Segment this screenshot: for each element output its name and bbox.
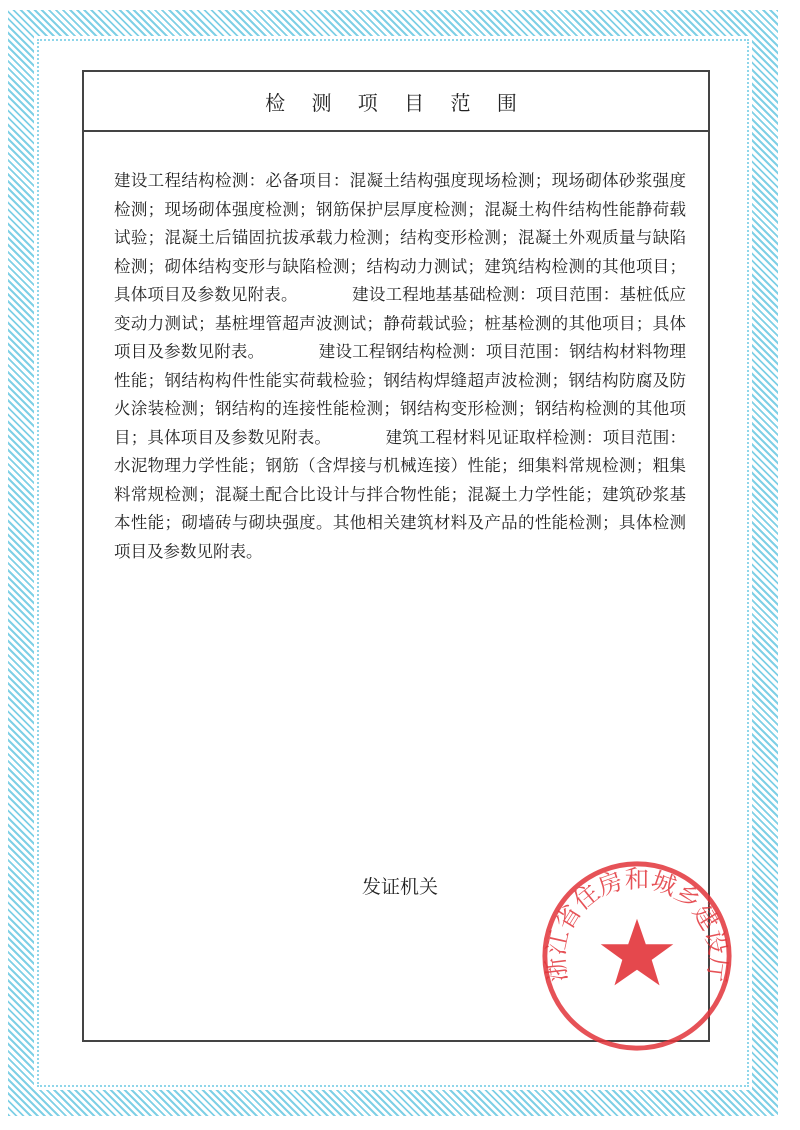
title-bar (84, 72, 708, 132)
seal-stamp-icon (539, 858, 735, 1054)
scope-body-text: 建设工程结构检测：必备项目：混凝土结构强度现场检测；现场砌体砂浆强度检测；现场砌体强度检测；钢筋保护层厚度检测；混凝土构件结构性能静荷载试验；混凝土后锚固抗拔承载力检测；结构变形检测；混凝土外观质量与缺陷检测；砌体结构变形与缺陷检测；结构动力测试；建筑结构检测的其他项目；具体项目及参数见附表。 建设工程地基基础检测：项目范围：基桩低应变动力测试；基桩埋管超声波测试；静荷载试验；桩基检测的其他项目；具体项目及参数见附表。 建设工程钢结构检测：项目范围：钢结构材料物理性能；钢结构构件性能实荷载检验；钢结构焊缝超声波检测；钢结构防腐及防火涂装检测；钢结构的连接性能检测；钢结构变形检测；钢结构检测的其他项目；具体项目及参数见附表。 建筑工程材料见证取样检测：项目范围：水泥物理力学性能；钢筋（含焊接与机械连接）性能；细集料常规检测；粗集料常规检测；混凝土配合比设计与拌合物性能；混凝土力学性能；建筑砂浆基本性能；砌墙砖与砌块强度。其他相关建筑材料及产品的性能检测；具体检测项目及参数见附表。 (114, 171, 686, 561)
issuer-label: 发证机关 (362, 876, 439, 898)
svg-text:浙江省住房和城乡建设厅: 浙江省住房和城乡建设厅 (540, 864, 734, 984)
official-seal (539, 858, 735, 1054)
content-frame (82, 70, 734, 1042)
seal-star-icon (601, 919, 674, 986)
page-title: 检 测 项 目 范 围 (265, 90, 527, 115)
